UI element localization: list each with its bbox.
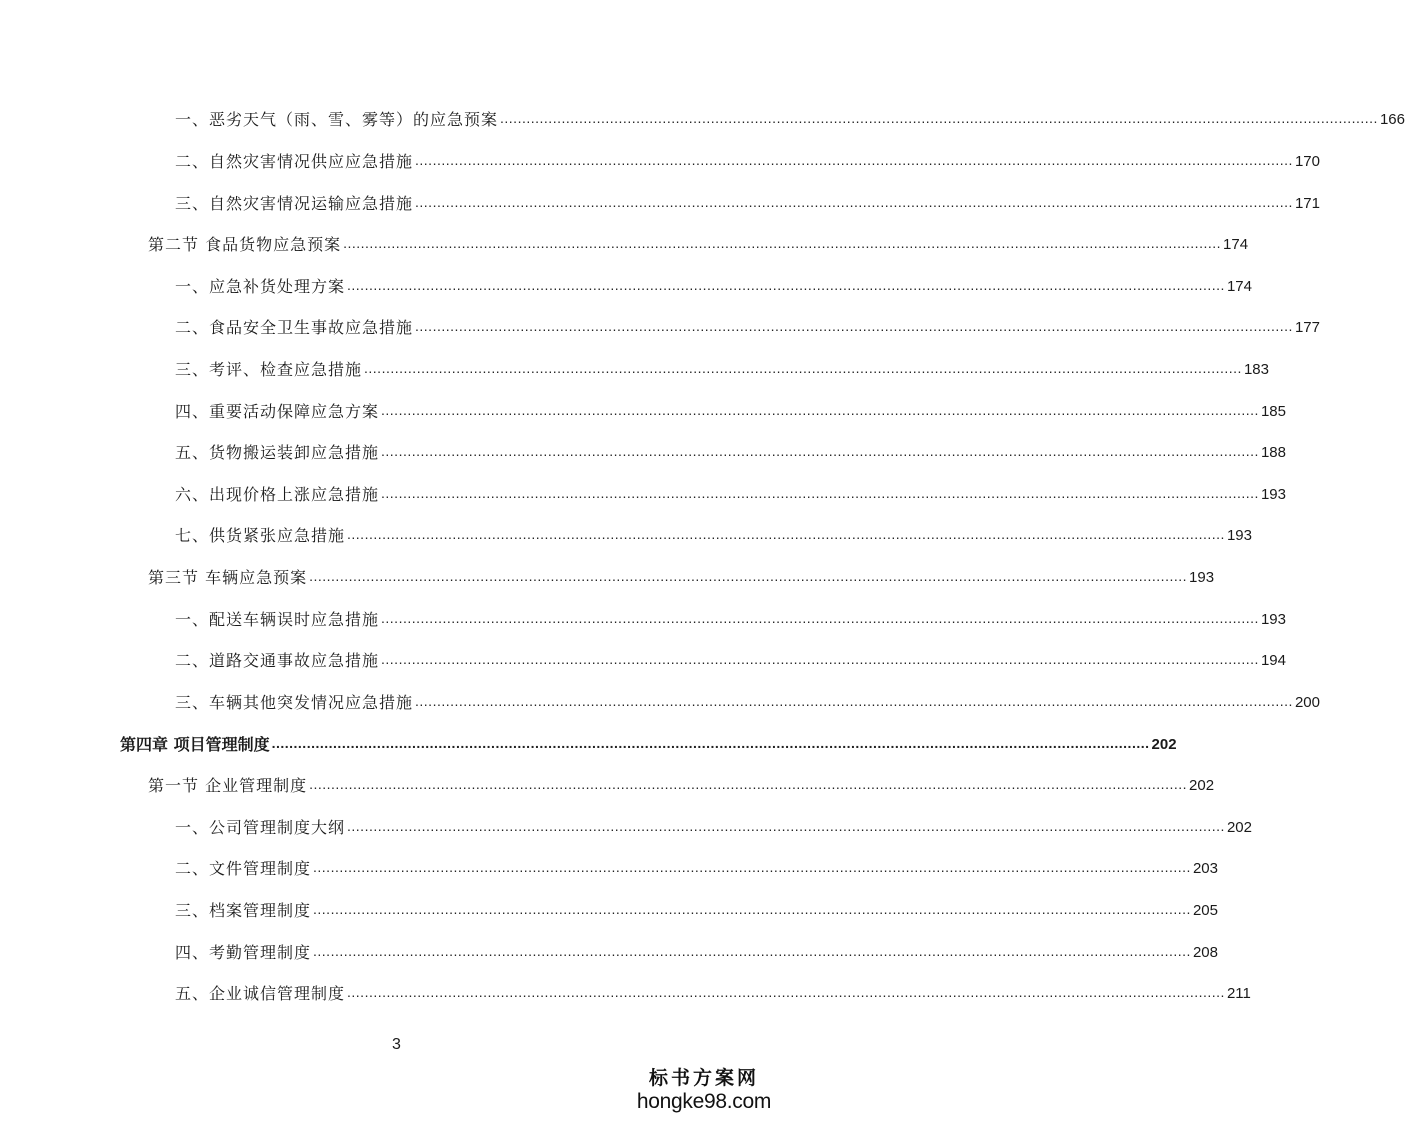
toc-entry-title: 第二节 食品货物应急预案 [148, 235, 342, 254]
watermark-site-name: 标书方案网 [648, 1067, 759, 1089]
dot-leader: ........................................................................................................................................................................................................ [415, 318, 1293, 334]
toc-entry-page: 170 [1294, 153, 1320, 170]
dot-leader: ........................................................................................................................................................................................................ [313, 901, 1191, 917]
dot-leader: ........................................................................................................................................................................................................ [343, 235, 1222, 251]
toc-entry[interactable] [175, 312, 1320, 338]
toc-entry[interactable] [175, 853, 1218, 879]
watermark-url: hongke98.com [636, 1090, 772, 1113]
toc-entry-page: 202 [1226, 819, 1252, 836]
toc-entry[interactable] [175, 271, 1252, 297]
toc-entry-title: 五、货物搬运装卸应急措施 [175, 443, 380, 462]
dot-leader: ........................................................................................................................................................................................................ [415, 693, 1293, 709]
dot-leader: ........................................................................................................................................................................................................ [347, 526, 1225, 542]
dot-leader: ........................................................................................................................................................................................................ [415, 152, 1293, 168]
toc-entry[interactable] [175, 978, 1251, 1004]
dot-leader: ........................................................................................................................................................................................................ [415, 194, 1293, 210]
dot-leader: ........................................................................................................................................................................................................ [313, 859, 1191, 875]
toc-entry-page: 211 [1226, 985, 1251, 1002]
toc-entry-page: 174 [1223, 236, 1249, 253]
toc-entry-page: 193 [1226, 527, 1252, 544]
toc-entry[interactable] [148, 770, 1215, 796]
toc-entry[interactable] [175, 104, 1405, 130]
toc-entry-title: 三、档案管理制度 [175, 901, 312, 920]
toc-entry[interactable] [175, 354, 1269, 380]
dot-leader: ........................................................................................................................................................................................................ [364, 360, 1242, 376]
toc-entry-page: 205 [1192, 902, 1218, 919]
watermark-logo [629, 1066, 779, 1114]
toc-entry-page: 166 [1379, 111, 1405, 128]
toc-entry[interactable] [148, 229, 1249, 255]
toc-entry-page: 183 [1243, 361, 1269, 378]
toc-entry-title: 二、文件管理制度 [175, 859, 312, 878]
toc-entry[interactable] [175, 479, 1286, 505]
toc-entry[interactable] [175, 437, 1286, 463]
dot-leader: ........................................................................................................................................................................................................ [381, 485, 1259, 501]
toc-entry-title: 七、供货紧张应急措施 [175, 526, 346, 545]
toc-entry-page: 202 [1189, 777, 1215, 794]
toc-entry-page: 177 [1294, 319, 1320, 336]
toc-entry-title: 第四章 项目管理制度 [120, 735, 270, 754]
toc-entry[interactable] [175, 188, 1320, 214]
toc-entry-title: 二、道路交通事故应急措施 [175, 651, 380, 670]
toc-entry-title: 一、恶劣天气（雨、雪、雾等）的应急预案 [175, 110, 499, 129]
dot-leader: ........................................................................................................................................................................................................ [381, 402, 1259, 418]
toc-entry-page: 185 [1260, 403, 1286, 420]
page-number: 3 [392, 1036, 401, 1053]
toc-entry[interactable] [175, 146, 1320, 172]
toc-entry-page: 208 [1192, 944, 1218, 961]
toc-entry-title: 三、考评、检查应急措施 [175, 360, 363, 379]
toc-entry-page: 193 [1260, 486, 1286, 503]
toc-entry[interactable] [175, 687, 1320, 713]
dot-leader: ........................................................................................................................................................................................................ [500, 110, 1378, 126]
toc-entry-page: 203 [1192, 860, 1218, 877]
dot-leader: ........................................................................................................................................................................................................ [381, 610, 1259, 626]
dot-leader: ........................................................................................................................................................................................................ [309, 568, 1188, 584]
dot-leader: ........................................................................................................................................................................................................ [381, 651, 1259, 667]
toc-entry-page: 193 [1189, 569, 1215, 586]
toc-entry-title: 五、企业诚信管理制度 [175, 984, 346, 1003]
toc-entry-title: 一、公司管理制度大纲 [175, 818, 346, 837]
toc-entry-page: 174 [1226, 278, 1252, 295]
toc-entry-title: 三、自然灾害情况运输应急措施 [175, 194, 414, 213]
toc-entry-title: 二、食品安全卫生事故应急措施 [175, 318, 414, 337]
toc-entry-title: 一、应急补货处理方案 [175, 277, 346, 296]
toc-entry[interactable] [175, 396, 1286, 422]
dot-leader: ........................................................................................................................................................................................................ [309, 776, 1188, 792]
dot-leader: ........................................................................................................................................................................................................ [347, 984, 1225, 1000]
dot-leader: ........................................................................................................................................................................................................ [347, 277, 1225, 293]
toc-entry-page: 188 [1260, 444, 1286, 461]
toc-entry-title: 四、重要活动保障应急方案 [175, 402, 380, 421]
toc-entry-title: 四、考勤管理制度 [175, 943, 312, 962]
toc-chapter-entry[interactable] [120, 729, 1177, 755]
toc-entry[interactable] [175, 604, 1286, 630]
toc-entry-title: 一、配送车辆误时应急措施 [175, 610, 380, 629]
toc-entry[interactable] [175, 937, 1218, 963]
dot-leader: ........................................................................................................................................................................................................ [271, 735, 1150, 751]
toc-entry-title: 第三节 车辆应急预案 [148, 568, 308, 587]
toc-entry[interactable] [148, 562, 1215, 588]
toc-entry-page: 194 [1260, 652, 1286, 669]
toc-entry-page: 171 [1294, 195, 1320, 212]
toc-entry-title: 六、出现价格上涨应急措施 [175, 485, 380, 504]
toc-entry-title: 二、自然灾害情况供应应急措施 [175, 152, 414, 171]
toc-entry-title: 三、车辆其他突发情况应急措施 [175, 693, 414, 712]
dot-leader: ........................................................................................................................................................................................................ [347, 818, 1225, 834]
toc-entry[interactable] [175, 895, 1218, 921]
toc-entry-title: 第一节 企业管理制度 [148, 776, 308, 795]
toc-entry-page: 193 [1260, 611, 1286, 628]
toc-entry[interactable] [175, 812, 1252, 838]
toc-entry[interactable] [175, 645, 1286, 671]
toc-entry-page: 200 [1294, 694, 1320, 711]
toc-entry-page: 202 [1151, 736, 1177, 753]
toc-entry[interactable] [175, 520, 1252, 546]
dot-leader: ........................................................................................................................................................................................................ [381, 443, 1259, 459]
dot-leader: ........................................................................................................................................................................................................ [313, 943, 1191, 959]
